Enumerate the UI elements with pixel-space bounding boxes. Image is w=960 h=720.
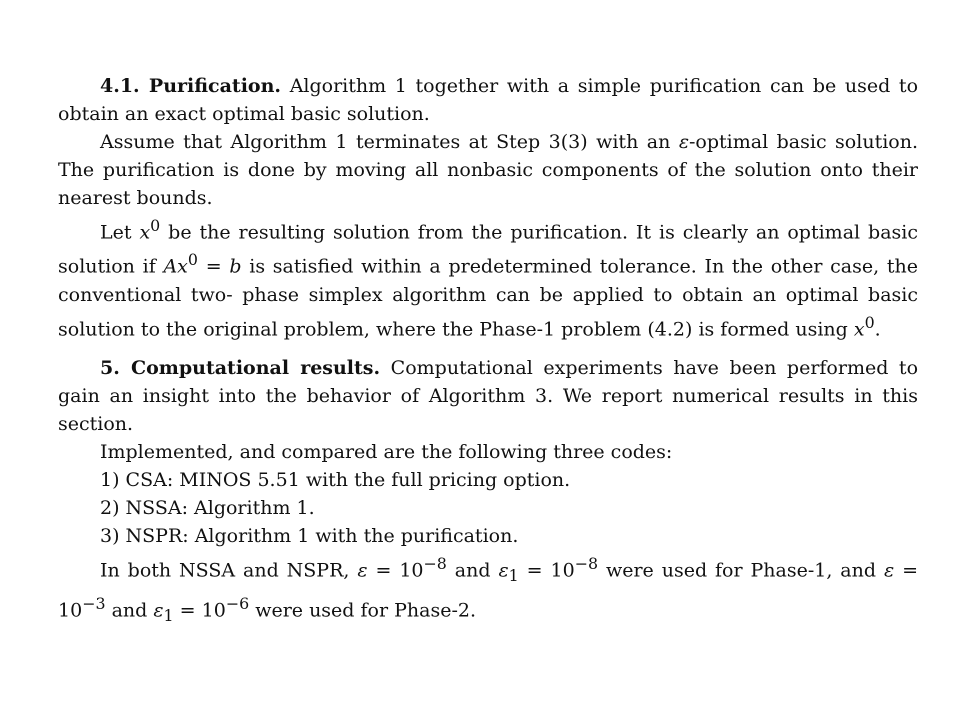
computational-text-1: Computational experiments have been performed to gain an insight into the behavior of Algorithm 3. We report numerical results in this section. — [58, 356, 919, 435]
epsilon-symbol: ε — [678, 131, 690, 153]
and-text: and — [105, 599, 154, 622]
list-item: 1) CSA: MINOS 5.51 with the full pricing option. — [100, 468, 571, 491]
epsilon-symbol: ε — [357, 559, 368, 582]
computational-paragraph-1 — [58, 354, 918, 438]
ax-expression: Ax — [163, 255, 188, 278]
purification-paragraph-1 — [58, 72, 918, 128]
and-text: and — [446, 559, 499, 582]
exponent: −8 — [423, 553, 447, 573]
purification-paragraph-3 — [58, 212, 918, 343]
computational-text-3a: In both NSSA and NSPR, — [100, 559, 358, 582]
subscript-one: 1 — [508, 566, 519, 586]
purification-text-3c: is satisfied within a predetermined tolerance. In the other case, the conventional two- phase simplex algorithm can be applied to obtain an optimal basic solution to the original problem, where the Phase-1 problem (4.2) is formed using — [58, 255, 918, 340]
equals-sign: = — [197, 255, 230, 278]
computational-text-3b: were used for Phase-1, and — [598, 559, 884, 582]
purification-text-1: Algorithm 1 together with a simple purification can be used to obtain an exact optimal basic solution. — [58, 75, 919, 125]
section-heading-purification: 4.1. Purification. — [100, 75, 282, 97]
computational-text-3c: were used for Phase-2. — [249, 599, 476, 622]
equals-ten: = 10 — [518, 559, 575, 582]
epsilon-symbol: ε — [883, 559, 895, 582]
subscript-one: 1 — [163, 606, 174, 626]
purification-paragraph-2 — [58, 128, 918, 212]
purification-text-3a: Let — [100, 221, 140, 244]
superscript-zero: 0 — [187, 250, 198, 270]
section-heading-computational: 5. Computational results. — [100, 356, 381, 379]
exponent: −3 — [82, 594, 106, 614]
computational-text-2: Implemented, and compared are the following three codes: — [100, 440, 673, 463]
x-variable: x — [853, 317, 865, 340]
equals-ten: = 10 — [173, 599, 226, 622]
document-page — [58, 72, 918, 630]
epsilon-symbol: ε — [498, 559, 509, 582]
superscript-zero: 0 — [864, 312, 875, 332]
exponent: −6 — [225, 594, 250, 614]
epsilon-symbol: ε — [153, 599, 164, 622]
x-variable: x — [139, 221, 151, 244]
purification-text-2-rest: -optimal basic solution. The purification is done by moving all nonbasic components of the solution onto their nearest bounds. — [58, 131, 918, 209]
purification-text-2: Assume that Algorithm 1 terminates at Step 3(3) with an — [100, 131, 679, 153]
superscript-zero: 0 — [150, 216, 161, 235]
period: . — [874, 317, 881, 340]
computational-paragraph-2 — [58, 438, 918, 466]
purification-text-3b: be the resulting solution from the purification. It is clearly an optimal basic solution if — [58, 221, 918, 278]
b-variable: b — [229, 255, 242, 278]
exponent: −8 — [574, 553, 599, 573]
equals-ten: = 10 — [58, 559, 919, 622]
equals-ten: = 10 — [367, 559, 424, 582]
list-item: 2) NSSA: Algorithm 1. — [100, 496, 315, 519]
computational-paragraph-3 — [58, 550, 918, 630]
list-item: 3) NSPR: Algorithm 1 with the purification. — [100, 524, 519, 547]
